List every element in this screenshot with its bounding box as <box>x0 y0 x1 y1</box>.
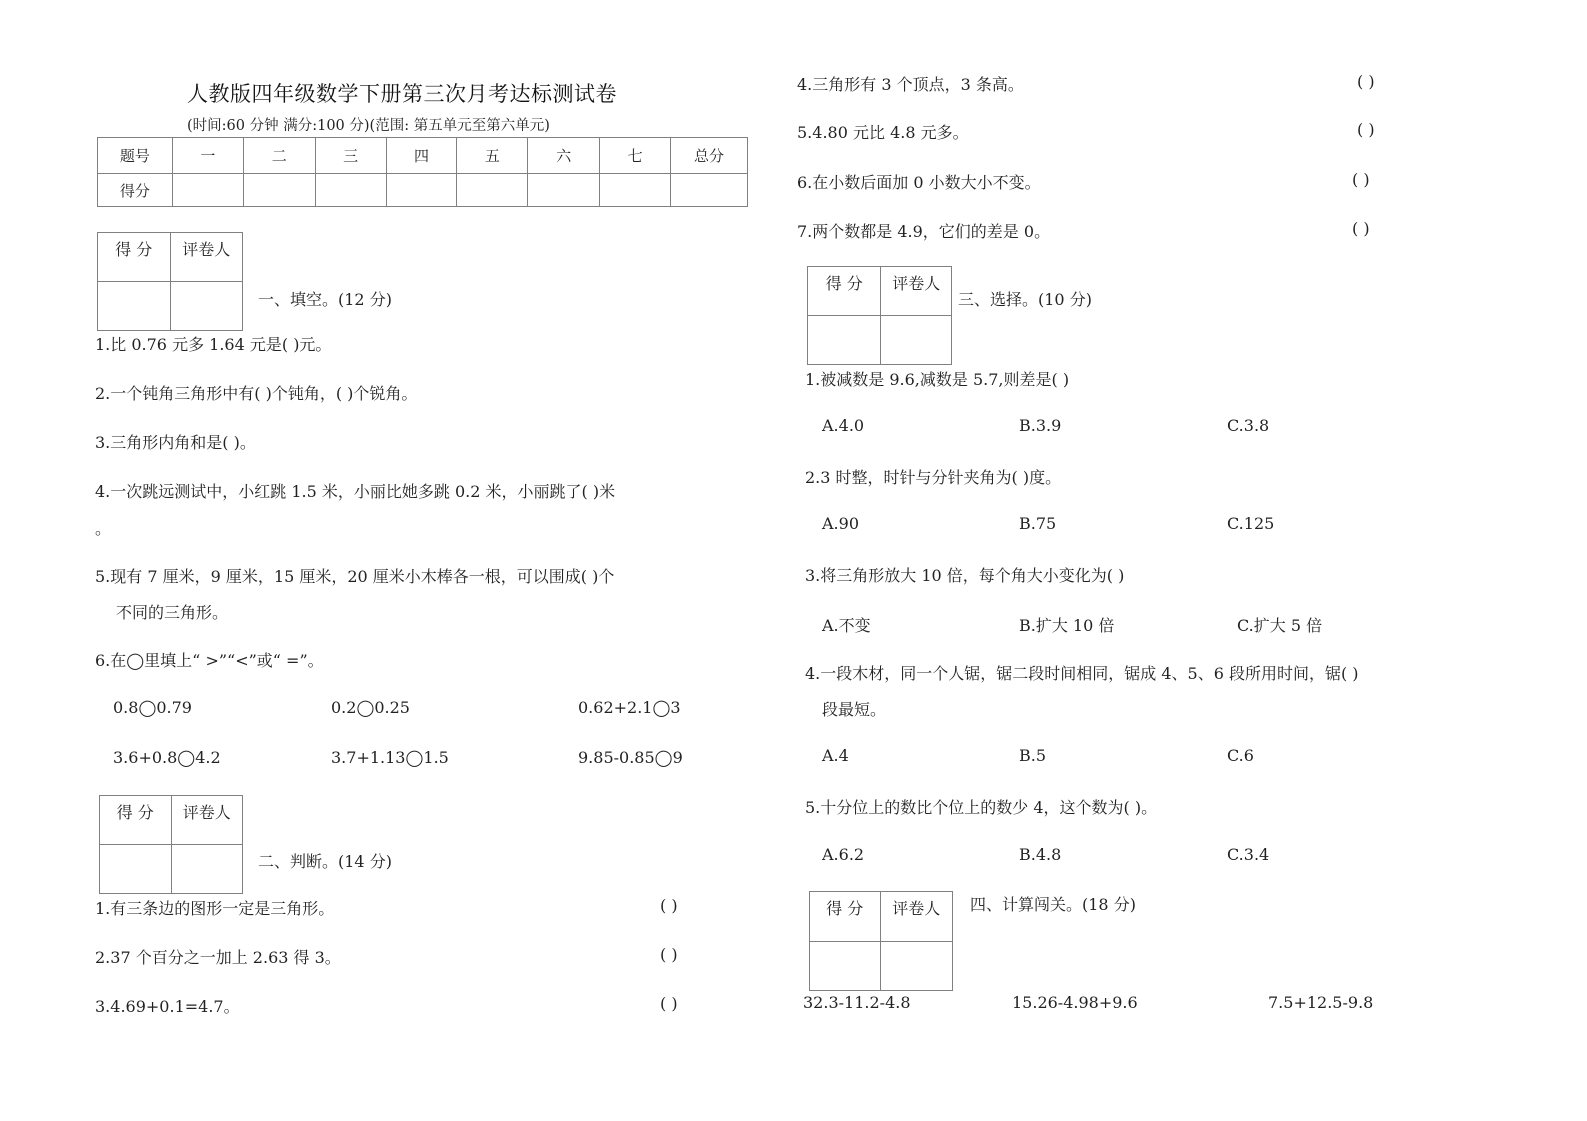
score-cell[interactable] <box>172 174 243 207</box>
grader-box-score-cell[interactable] <box>810 942 881 991</box>
grader-box-grader-cell[interactable] <box>170 282 243 331</box>
calc-problem: 32.3-11.2-4.8 <box>803 993 911 1012</box>
score-table-header-cell: 四 <box>386 138 457 174</box>
answer-paren[interactable]: ( ) <box>1357 120 1375 139</box>
grader-box-score-label: 得 分 <box>808 267 881 316</box>
score-table-row-label: 得分 <box>98 174 173 207</box>
answer-paren[interactable]: ( ) <box>660 945 678 964</box>
score-table-header-cell: 七 <box>600 138 671 174</box>
s1-question-5-cont: 不同的三角形。 <box>116 603 229 622</box>
grader-box-section3 <box>807 266 952 365</box>
score-table-header-cell: 六 <box>528 138 600 174</box>
grader-box-grader-cell[interactable] <box>880 942 953 991</box>
compare-item: 9.85-0.85◯9 <box>578 748 683 767</box>
compare-item: 0.2◯0.25 <box>331 698 410 717</box>
score-table-header-cell: 二 <box>243 138 315 174</box>
s3-question-4: 4.一段木材，同一个人锯，锯二段时间相同，锯成 4、5、6 段所用时间，锯( ) <box>805 664 1359 683</box>
grader-box-grader-label: 评卷人 <box>881 267 952 316</box>
s3-question-4-cont: 段最短。 <box>822 700 887 719</box>
answer-paren[interactable]: ( ) <box>660 896 678 915</box>
s3-question-3: 3.将三角形放大 10 倍，每个角大小变化为( ) <box>805 566 1125 585</box>
answer-paren[interactable]: ( ) <box>1357 72 1375 91</box>
s2-question-4: 4.三角形有 3 个顶点，3 条高。 <box>797 75 1024 94</box>
s1-question-4-cont: 。 <box>95 519 112 538</box>
score-cell[interactable] <box>457 174 528 207</box>
score-table-header-cell: 三 <box>315 138 386 174</box>
section4-heading: 四、计算闯关。(18 分) <box>970 895 1136 914</box>
option-b[interactable]: B.3.9 <box>1019 416 1062 435</box>
option-b[interactable]: B.5 <box>1019 746 1047 765</box>
grader-box-score-label: 得 分 <box>810 892 881 942</box>
calc-problem: 7.5+12.5-9.8 <box>1268 993 1374 1012</box>
exam-title: 人教版四年级数学下册第三次月考达标测试卷 <box>187 82 617 106</box>
s2-question-7: 7.两个数都是 4.9，它们的差是 0。 <box>797 222 1051 241</box>
s2-question-5: 5.4.80 元比 4.8 元多。 <box>797 123 969 142</box>
score-table-header-cell: 一 <box>172 138 243 174</box>
s2-question-1: 1.有三条边的图形一定是三角形。 <box>95 899 335 918</box>
grader-box-grader-label: 评卷人 <box>170 233 243 282</box>
grader-box-section2 <box>99 795 243 894</box>
grader-box-score-cell[interactable] <box>100 845 172 894</box>
score-table-header-cell: 题号 <box>98 138 173 174</box>
answer-paren[interactable]: ( ) <box>1352 170 1370 189</box>
grader-box-score-cell[interactable] <box>98 282 171 331</box>
calc-problem: 15.26-4.98+9.6 <box>1012 993 1138 1012</box>
option-c[interactable]: C.扩大 5 倍 <box>1237 616 1323 635</box>
grader-box-grader-label: 评卷人 <box>171 796 243 845</box>
s1-question-3: 3.三角形内角和是( )。 <box>95 433 256 452</box>
option-c[interactable]: C.3.4 <box>1227 845 1270 864</box>
option-c[interactable]: C.125 <box>1227 514 1275 533</box>
s2-question-3: 3.4.69+0.1=4.7。 <box>95 997 240 1016</box>
option-a[interactable]: A.6.2 <box>822 845 865 864</box>
score-cell[interactable] <box>386 174 457 207</box>
grader-box-grader-cell[interactable] <box>171 845 243 894</box>
grader-box-score-label: 得 分 <box>98 233 171 282</box>
option-b[interactable]: B.4.8 <box>1019 845 1062 864</box>
grader-box-score-cell[interactable] <box>808 316 881 365</box>
score-table-header-cell: 总分 <box>671 138 748 174</box>
option-b[interactable]: B.扩大 10 倍 <box>1019 616 1115 635</box>
option-a[interactable]: A.4.0 <box>822 416 865 435</box>
option-c[interactable]: C.6 <box>1227 746 1254 765</box>
option-c[interactable]: C.3.8 <box>1227 416 1270 435</box>
s1-question-4: 4.一次跳远测试中，小红跳 1.5 米，小丽比她多跳 0.2 米，小丽跳了( )米 <box>95 482 616 501</box>
option-a[interactable]: A.不变 <box>822 616 871 635</box>
score-cell[interactable] <box>671 174 748 207</box>
s3-question-1: 1.被减数是 9.6,减数是 5.7,则差是( ) <box>805 370 1070 389</box>
score-table-header-cell: 五 <box>457 138 528 174</box>
section2-heading: 二、判断。(14 分) <box>258 852 392 871</box>
grader-box-grader-cell[interactable] <box>881 316 952 365</box>
s3-question-2: 2.3 时整，时针与分针夹角为( )度。 <box>805 468 1062 487</box>
s1-question-6: 6.在◯里填上“ >”“<”或“ =”。 <box>95 651 324 670</box>
grader-box-score-label: 得 分 <box>100 796 172 845</box>
score-cell[interactable] <box>243 174 315 207</box>
score-cell[interactable] <box>600 174 671 207</box>
option-a[interactable]: A.90 <box>822 514 859 533</box>
exam-subtitle: (时间:60 分钟 满分:100 分)(范围: 第五单元至第六单元) <box>187 118 550 134</box>
compare-item: 3.7+1.13◯1.5 <box>331 748 449 767</box>
score-cell[interactable] <box>315 174 386 207</box>
compare-item: 0.62+2.1◯3 <box>578 698 681 717</box>
grader-box-grader-label: 评卷人 <box>880 892 953 942</box>
s2-question-2: 2.37 个百分之一加上 2.63 得 3。 <box>95 948 341 967</box>
s2-question-6: 6.在小数后面加 0 小数大小不变。 <box>797 173 1041 192</box>
s1-question-2: 2.一个钝角三角形中有( )个钝角，( )个锐角。 <box>95 384 418 403</box>
s1-question-5: 5.现有 7 厘米，9 厘米，15 厘米，20 厘米小木棒各一根，可以围成( )个 <box>95 567 615 586</box>
section1-heading: 一、填空。(12 分) <box>258 290 392 309</box>
s1-question-1: 1.比 0.76 元多 1.64 元是( )元。 <box>95 335 332 354</box>
compare-item: 3.6+0.8◯4.2 <box>113 748 221 767</box>
grader-box-section4 <box>809 891 953 991</box>
option-a[interactable]: A.4 <box>822 746 849 765</box>
compare-item: 0.8◯0.79 <box>113 698 192 717</box>
s3-question-5: 5.十分位上的数比个位上的数少 4，这个数为( )。 <box>805 798 1158 817</box>
option-b[interactable]: B.75 <box>1019 514 1057 533</box>
score-cell[interactable] <box>528 174 600 207</box>
grader-box-section1 <box>97 232 243 331</box>
score-table <box>97 137 748 207</box>
answer-paren[interactable]: ( ) <box>660 994 678 1013</box>
answer-paren[interactable]: ( ) <box>1352 219 1370 238</box>
section3-heading: 三、选择。(10 分) <box>958 290 1092 309</box>
